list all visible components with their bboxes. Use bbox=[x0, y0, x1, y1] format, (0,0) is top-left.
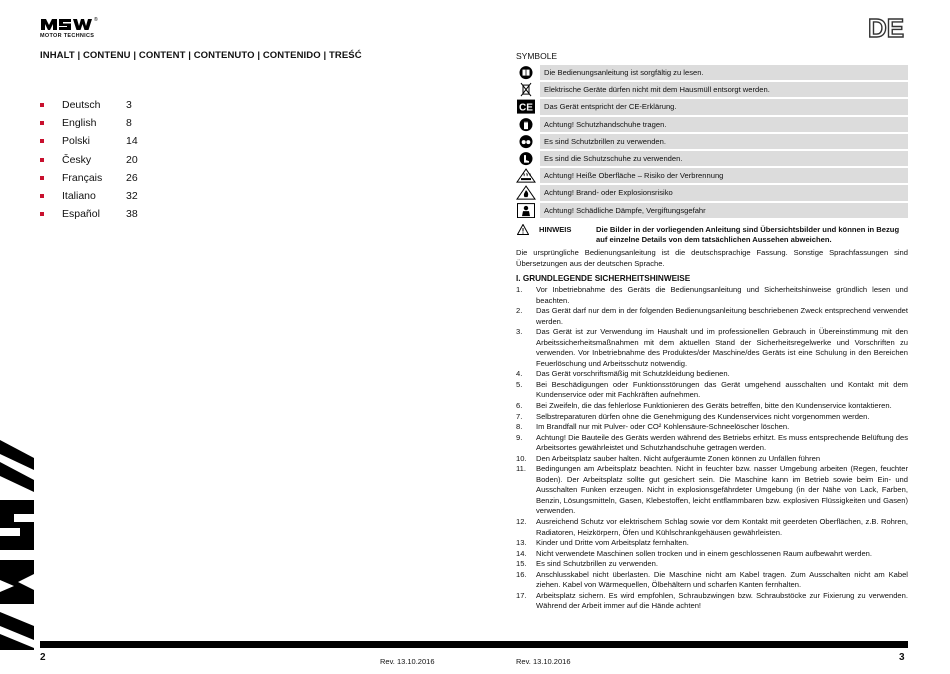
rule-number: 17. bbox=[516, 590, 527, 600]
toc-language: Deutsch bbox=[62, 99, 101, 111]
crossed-bin-icon bbox=[516, 82, 536, 97]
symbols-table bbox=[516, 65, 908, 220]
list-item bbox=[516, 380, 908, 401]
rule-number: 6. bbox=[516, 401, 523, 411]
list-item bbox=[516, 464, 908, 517]
logo-subtitle: MOTOR TECHNICS bbox=[40, 33, 95, 39]
warning-icon bbox=[517, 224, 529, 235]
toc-language: Español bbox=[62, 208, 100, 221]
rule-text: Es sind Schutzbrillen zu verwenden. bbox=[536, 559, 658, 569]
rule-text: Nicht verwendete Maschinen sollen trocken und in einem geschlossenen Raum aufbewahrt werden. bbox=[536, 548, 873, 558]
rule-text: Kinder und Dritte vom Arbeitsplatz fernhalten. bbox=[536, 538, 689, 548]
bullet-icon bbox=[40, 194, 44, 198]
symbol-description: Achtung! Brand- oder Explosionsrisiko bbox=[540, 185, 908, 200]
symbol-description: Achtung! Schädliche Dämpfe, Vergiftungsgefahr bbox=[540, 203, 908, 218]
rule-number: 10. bbox=[516, 453, 527, 463]
rule-number: 13. bbox=[516, 538, 527, 548]
list-item bbox=[516, 549, 908, 560]
rule-text: Das Gerät vorschriftsmäßig mit Schutzkleidung bedienen. bbox=[536, 369, 730, 379]
symbol-row bbox=[516, 82, 908, 97]
rule-text: Arbeitsplatz sichern. Es wird empfohlen, Schraubzwingen bzw. Schraubstöcke zur Fixierung zu verwenden. Während der Arbeit immer auf die Hände achten! bbox=[536, 590, 908, 611]
list-item bbox=[516, 306, 908, 327]
list-item bbox=[516, 422, 908, 433]
toc-page: 32 bbox=[126, 189, 138, 202]
right-revision: Rev. 13.10.2016 bbox=[516, 657, 571, 666]
rule-text: Den Arbeitsplatz sauber halten. Nicht aufgeräumte Zonen können zu Unfällen führen bbox=[536, 453, 821, 463]
toc-page: 14 bbox=[126, 135, 138, 148]
symbol-description: Die Bedienungsanleitung ist sorgfältig zu lesen. bbox=[540, 65, 908, 80]
list-item bbox=[516, 570, 908, 591]
toc-page: 3 bbox=[126, 99, 132, 111]
symbol-row bbox=[516, 185, 908, 200]
symbol-description: Das Gerät entspricht der CE-Erklärung. bbox=[540, 99, 908, 114]
bullet-icon bbox=[40, 212, 44, 216]
rule-number: 3. bbox=[516, 327, 523, 337]
footer-bar bbox=[40, 641, 908, 648]
notice-label: HINWEIS bbox=[539, 225, 572, 234]
toc-page: 38 bbox=[126, 208, 138, 221]
toc-page: 20 bbox=[126, 153, 138, 166]
left-revision: Rev. 13.10.2016 bbox=[380, 657, 435, 666]
symbol-description: Achtung! Heiße Oberfläche – Risiko der Verbrennung bbox=[540, 168, 908, 183]
language-badge bbox=[862, 13, 910, 41]
list-item bbox=[516, 454, 908, 465]
list-item bbox=[516, 559, 908, 570]
rule-text: Bei Beschädigungen oder Funktionsstörungen das Gerät umgehend ausschalten und Kontakt mit dem Kundenservice oder mit Fachkräften aufnehmen. bbox=[536, 379, 908, 400]
rule-text: Selbstreparaturen dürfen ohne die Genehmigung des Kundenservices nicht vorgenommen werden. bbox=[536, 411, 870, 421]
list-item bbox=[516, 327, 908, 369]
rule-number: 4. bbox=[516, 369, 523, 379]
gloves-icon bbox=[516, 117, 536, 132]
hot-surface-icon bbox=[516, 168, 536, 183]
list-item bbox=[516, 433, 908, 454]
symbol-row bbox=[516, 168, 908, 183]
list-item bbox=[516, 591, 908, 612]
rule-number: 7. bbox=[516, 411, 523, 421]
rule-text: Anschlusskabel nicht überlasten. Die Maschine nicht am Kabel tragen. Zum Ausschalten nicht am Kabel ziehen. Kabel von Wärmequellen, Ölbehältern und scharfen Kanten fernhalten. bbox=[536, 569, 908, 590]
toc-item[interactable] bbox=[40, 96, 240, 114]
manual-icon bbox=[516, 65, 536, 80]
rule-text: Bedingungen am Arbeitsplatz beachten. Nicht in feuchter bzw. nasser Umgebung arbeiten (Regen, feuchter Boden). Der Arbeitsplatz sollte gut gesichert sein. Die Maschine kann im Betrieb sowie beim Ein- und Ausschalten Funken erzeugen. Nicht in explosionsgefährdeter Umgebung (in der Nähe von Lack, Farben, Benzin, Lösungsmitteln, Gasen, Klebestoffen, leicht entflammbaren bzw. explosiven Flüssigkeiten und Gasen) verwenden. bbox=[536, 464, 908, 516]
intro-paragraph: Die ursprüngliche Bedienungsanleitung ist die deutschsprachige Fassung. Sonstige Sprachfassungen sind Übersetzungen aus der deutschen Sprache. bbox=[516, 248, 908, 268]
boots-icon bbox=[516, 151, 536, 166]
toc-item[interactable] bbox=[40, 151, 240, 169]
rule-text: Das Gerät darf nur dem in der folgenden Bedienungsanleitung beschriebenen Zweck entsprechend verwendet werden. bbox=[536, 306, 908, 326]
rule-number: 11. bbox=[516, 464, 526, 474]
toc-page: 8 bbox=[126, 117, 132, 130]
toc-language: Polski bbox=[62, 135, 91, 148]
symbol-description: Achtung! Schutzhandschuhe tragen. bbox=[540, 117, 908, 132]
svg-text:DE: DE bbox=[867, 13, 905, 41]
symbol-row bbox=[516, 134, 908, 149]
symbols-title: SYMBOLE bbox=[516, 51, 558, 61]
toc-item[interactable] bbox=[40, 169, 240, 187]
notice-text: Die Bilder in der vorliegenden Anleitung sind Übersichtsbilder und können in Bezug auf einzelne Details von dem tatsächlichen Aussehen abweichen. bbox=[596, 225, 900, 245]
rule-number: 14. bbox=[516, 548, 527, 558]
list-item bbox=[516, 369, 908, 380]
rule-text: Ausreichend Schutz vor elektrischem Schlag sowie vor dem Kontakt mit geerdeten Oberflächen, z.B. Rohren, Radiatoren, Heizkörpern, Öfen und Kühlschrankgehäusen gewährleisten. bbox=[536, 517, 908, 537]
rule-text: Bei Zweifeln, die das fehlerlose Funktionieren des Geräts betreffen, bitte den Kundenservice kontaktieren. bbox=[536, 401, 892, 411]
symbol-description: Es sind die Schutzschuhe zu verwenden. bbox=[540, 151, 908, 166]
list-item bbox=[516, 401, 908, 412]
toc-item[interactable] bbox=[40, 205, 240, 223]
symbol-description: Es sind Schutzbrillen zu verwenden. bbox=[540, 134, 908, 149]
toc-page: 26 bbox=[126, 171, 138, 184]
list-item bbox=[516, 538, 908, 549]
rule-number: 15. bbox=[516, 559, 527, 569]
toc-language: Česky bbox=[62, 153, 92, 166]
fumes-icon bbox=[516, 203, 536, 218]
bullet-icon bbox=[40, 103, 44, 107]
right-page-number: 3 bbox=[899, 652, 905, 663]
rule-text: Vor Inbetriebnahme des Geräts die Bedienungsanleitung und Sicherheitshinweise gründlich lesen und beachten. bbox=[536, 285, 908, 305]
toc-item[interactable] bbox=[40, 187, 240, 205]
toc-language: Français bbox=[62, 171, 103, 184]
section-title: I. GRUNDLEGENDE SICHERHEITSHINWEISE bbox=[516, 274, 691, 283]
rule-number: 1. bbox=[516, 285, 523, 294]
safety-rules-list bbox=[516, 285, 908, 612]
rule-text: Im Brandfall nur mit Pulver- oder CO² Kohlensäure-Schneelöscher löschen. bbox=[536, 422, 790, 432]
rule-number: 12. bbox=[516, 517, 527, 527]
goggles-icon bbox=[516, 134, 536, 149]
fire-icon bbox=[516, 185, 536, 200]
symbol-row bbox=[516, 203, 908, 218]
toc-item[interactable] bbox=[40, 132, 240, 150]
table-of-contents bbox=[40, 96, 240, 223]
rule-number: 2. bbox=[516, 306, 523, 316]
toc-language: Italiano bbox=[62, 189, 96, 202]
toc-language: English bbox=[62, 117, 97, 130]
ce-mark-icon bbox=[516, 99, 536, 114]
symbol-row bbox=[516, 151, 908, 166]
rule-text: Das Gerät ist zur Verwendung im Haushalt und im professionellen Gebrauch in Übereinstimmung mit den Arbeitssicherheitsmaßnahmen mit dem aktuellen Stand der Sicherheitsregelwerke und Vorschriften zu verwenden. Vor Inbetriebnahme des Produktes/der Maschine/des Geräts ist eine Schulung in den Bereichen Feuerlöschung und Arbeitsschutz notwendig. bbox=[536, 327, 908, 368]
bullet-icon bbox=[40, 158, 44, 162]
rule-text: Achtung! Die Bauteile des Geräts werden während des Betriebs erhitzt. Es muss entsprechende Belüftung des Arbeitsortes gewährleistet und Schutzhandschuhe getragen werden. bbox=[536, 432, 908, 453]
list-item bbox=[516, 412, 908, 423]
bullet-icon bbox=[40, 139, 44, 143]
rule-number: 16. bbox=[516, 569, 527, 579]
bullet-icon bbox=[40, 176, 44, 180]
bullet-icon bbox=[40, 121, 44, 125]
msw-watermark-icon bbox=[0, 440, 36, 650]
registered-mark: ® bbox=[94, 17, 98, 23]
symbol-row bbox=[516, 65, 908, 80]
symbol-row bbox=[516, 117, 908, 132]
list-item bbox=[516, 517, 908, 538]
svg-text:CE: CE bbox=[519, 102, 533, 114]
rule-number: 9. bbox=[516, 432, 523, 442]
toc-title: INHALT | CONTENU | CONTENT | CONTENUTO | CONTENIDO | TREŚĆ bbox=[40, 50, 362, 61]
left-page-number: 2 bbox=[40, 652, 46, 663]
toc-item[interactable] bbox=[40, 114, 240, 132]
symbol-description: Elektrische Geräte dürfen nicht mit dem Hausmüll entsorgt werden. bbox=[540, 82, 908, 97]
symbol-row bbox=[516, 99, 908, 114]
list-item bbox=[516, 285, 908, 306]
rule-number: 5. bbox=[516, 379, 523, 389]
rule-number: 8. bbox=[516, 422, 523, 432]
